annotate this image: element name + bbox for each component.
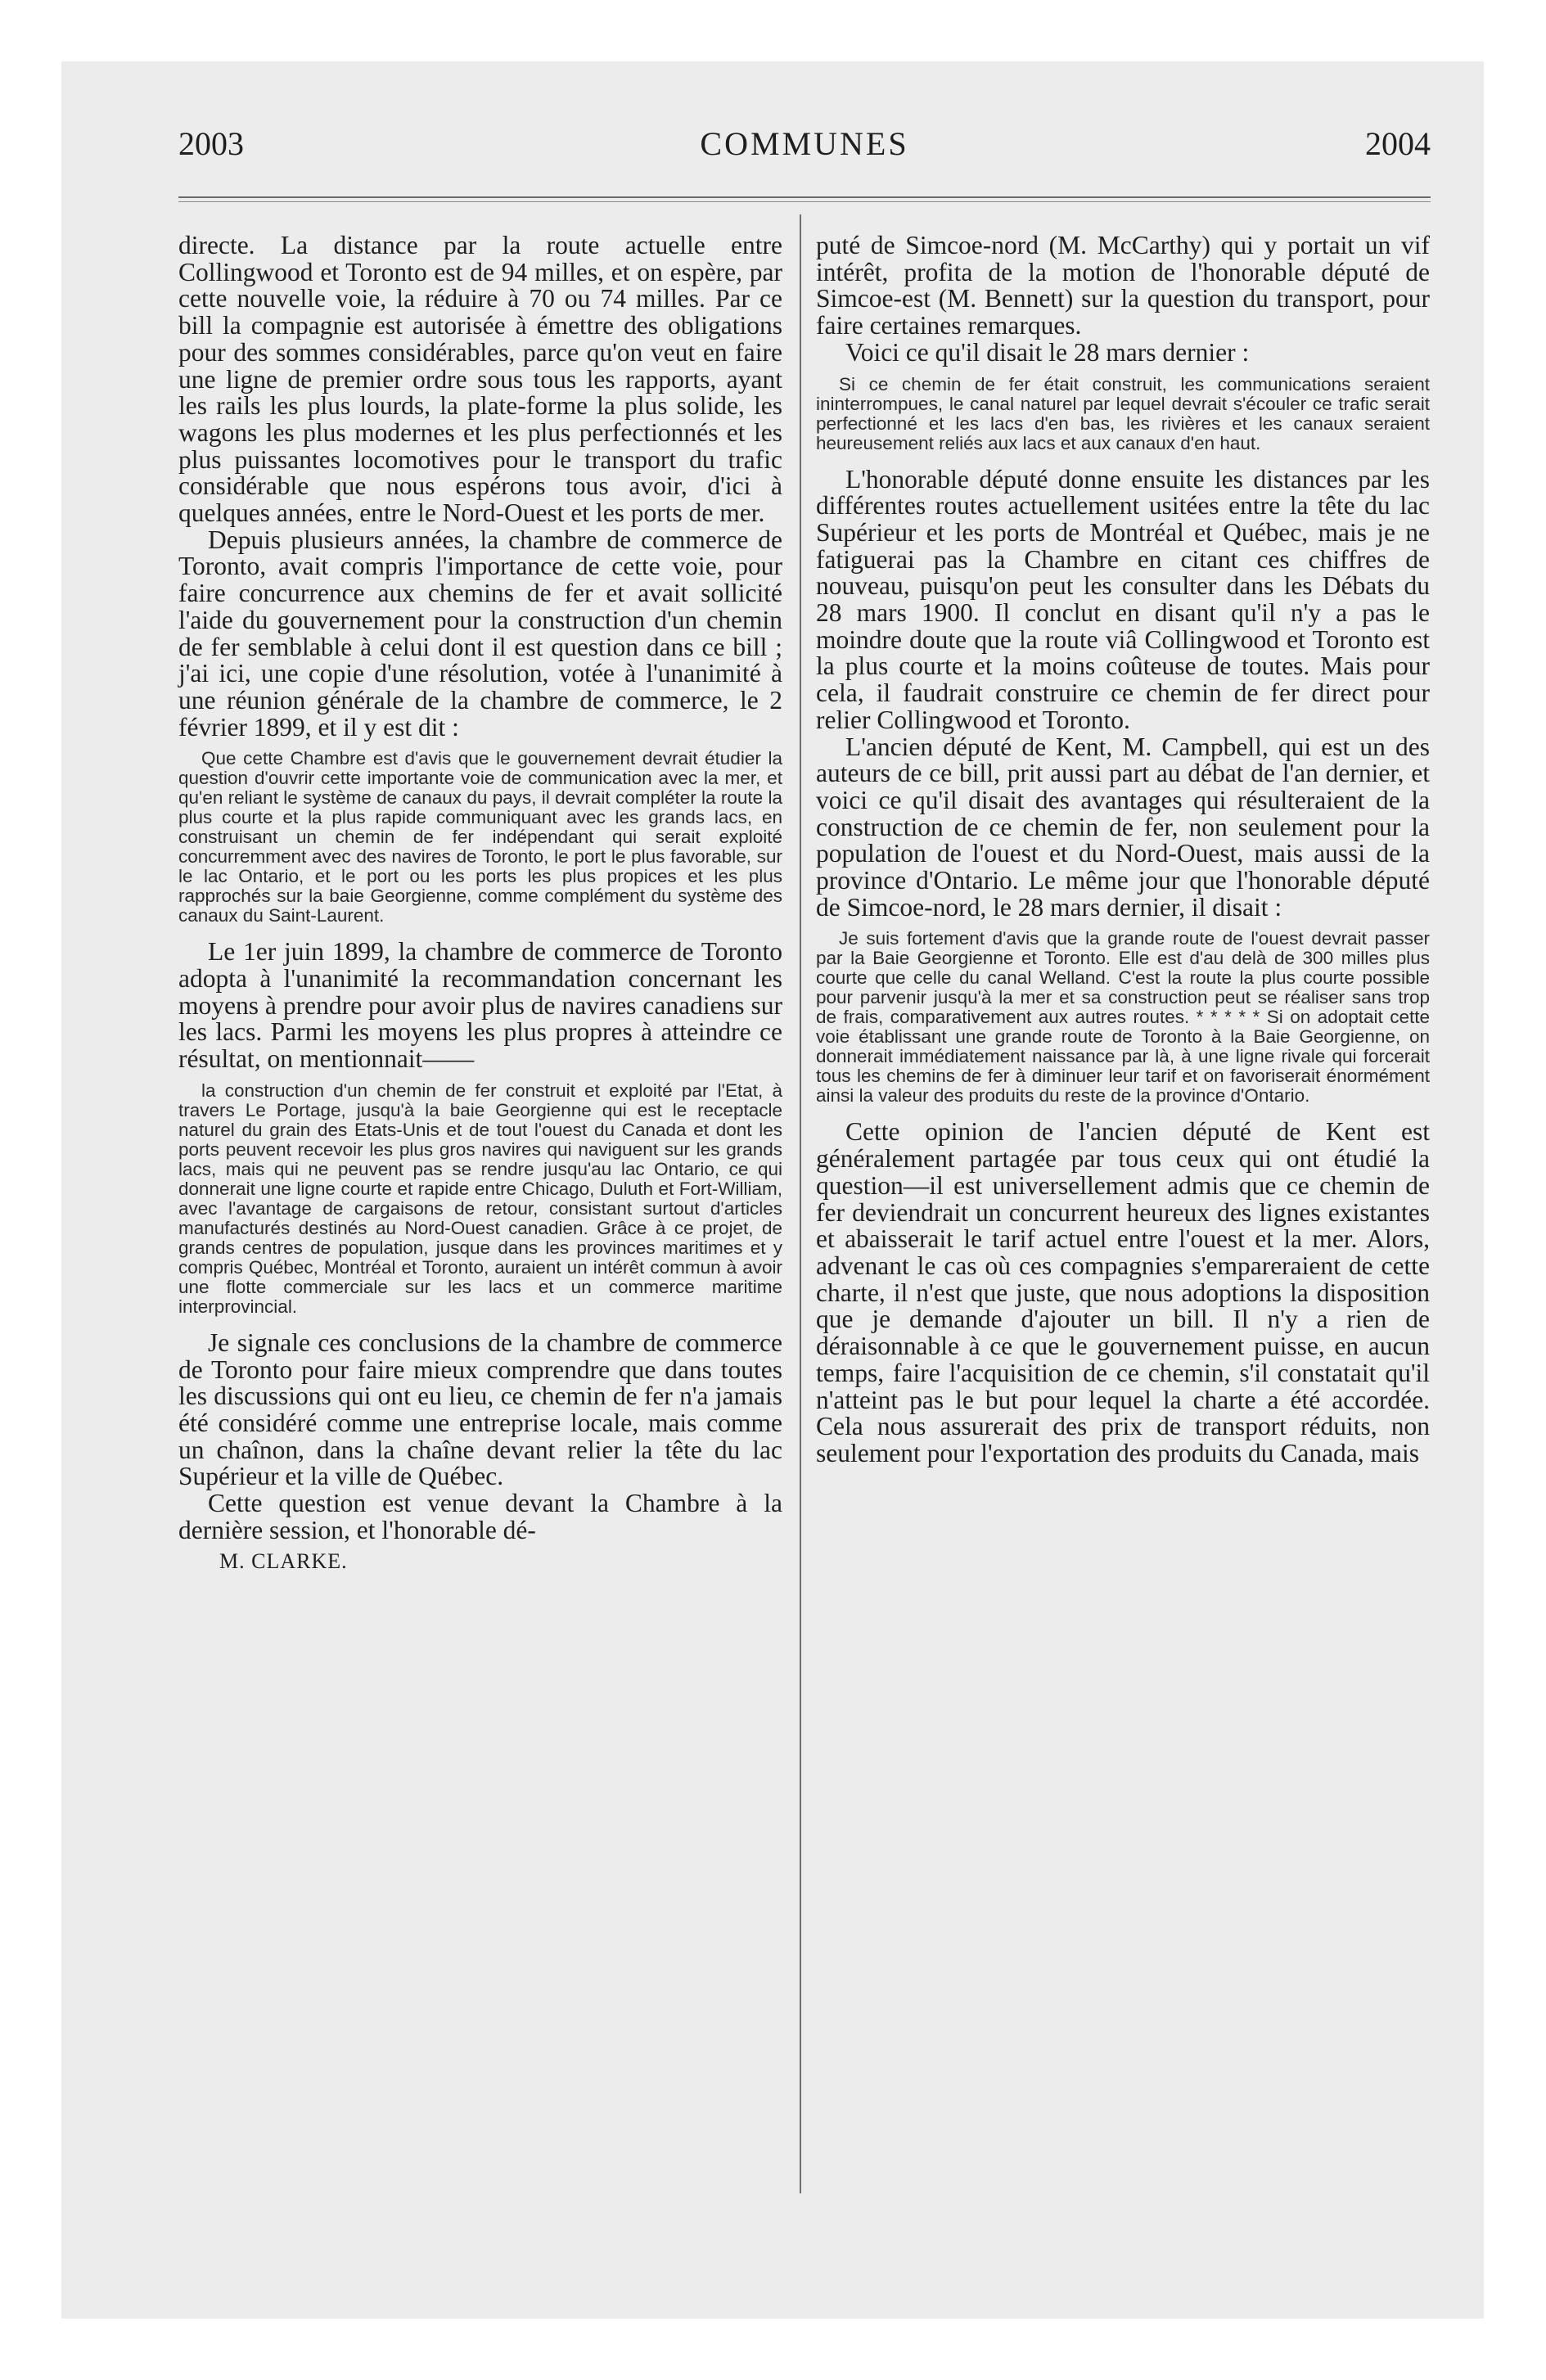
speaker-signature: M. CLARKE. [219,1548,348,1573]
paragraph: puté de Simcoe-nord (M. McCarthy) qui y portait un vif intérêt, profita de la motion de l'honorable député de Simcoe-est (M. Bennett) sur la question du transport, pour faire certaines remarques. [816,231,1430,340]
header-rule-thin [178,201,1431,202]
running-title: COMMUNES [700,125,909,162]
paragraph: Cette opinion de l'ancien député de Kent est généralement partagée par tous ceux qui ont étudié la question—il est universellement admis que ce chemin de fer deviendrait un concurrent heureux des lignes existantes et abaisserait le tarif actuel entre l'ouest et la mer. Alors, advenant le cas où ces compagnies s'empareraient de cette charte, il n'est que juste, que nous adoptions la disposition que je demande d'ajouter un bill. Il n'y a rien de déraisonnable à ce que le gouvernement puisse, en aucun temps, faire l'acquisition de ce chemin, s'il constatait qu'il n'atteint pas le but pour lequel la charte a été accordée. Cela nous assurerait des prix de transport réduits, non seulement pour l'exportation des produits du Canada, mais [816,1117,1430,1467]
right-column [816,232,1430,1467]
paragraph: Cette question est venue devant la Chambre à la dernière session, et l'honorable dé- [178,1489,782,1544]
paragraph: Le 1er juin 1899, la chambre de commerce de Toronto adopta à l'unanimité la recommandation concernant les moyens à prendre pour avoir plus de navires canadiens sur les lacs. Parmi les moyens les plus propres à atteindre ce résultat, on mentionnait—— [178,937,782,1074]
paragraph: L'honorable député donne ensuite les distances par les différentes routes actuellement usitées entre la tête du lac Supérieur et les ports de Montréal et Québec, mais je ne fatiguerai pas la Chambre en citant ces chiffres de nouveau, puisqu'on peut les consulter dans les Débats du 28 mars 1900. Il conclut en disant qu'il n'y a pas le moindre doute que la route viâ Collingwood et Toronto est la plus courte et la moins coûteuse de toutes. Mais pour cela, il faudrait construire ce chemin de fer direct pour relier Collingwood et Toronto. [816,464,1430,734]
paragraph: Voici ce qu'il disait le 28 mars dernier : [845,337,1250,367]
left-column [178,232,782,1574]
page-number-left: 2003 [178,125,244,162]
block-quote: Si ce chemin de fer était construit, les communications seraient ininterrompues, le canal naturel par lequel devrait s'écouler ce trafic serait perfectionné et les lacs d'en bas, les rivières et les canaux seraient heureusement reliés aux lacs et aux canaux d'en haut. [816,373,1430,453]
page-number-right: 2004 [1365,125,1431,162]
header-rule [178,196,1431,198]
block-quote: Que cette Chambre est d'avis que le gouvernement devrait étudier la question d'ouvrir cette importante voie de communication avec la mer, et qu'en reliant le système de canaux du pays, il devrait compléter la route la plus courte et la plus rapide communiquant avec les grands lacs, en construisant un chemin de fer indépendant qui serait exploité concurremment avec des navires de Toronto, le port le plus favorable, sur le lac Ontario, et le port ou les ports les plus propices et les plus rapprochés sur la baie Georgienne, comme complément du système des canaux du Saint-Laurent. [178,748,782,926]
paragraph: directe. La distance par la route actuelle entre Collingwood et Toronto est de 94 milles, et on espère, par cette nouvelle voie, la réduire à 70 ou 74 milles. Par ce bill la compagnie est autorisée à émettre des obligations pour des sommes considérables, parce qu'on veut en faire une ligne de premier ordre sous tous les rapports, ayant les rails les plus lourds, la plate-forme la plus solide, les wagons les plus modernes et les plus perfectionnés et les plus puissantes locomotives pour le transport du trafic considérable que nous espérons tous avoir, d'ici à quelques années, entre le Nord-Ouest et les ports de mer. [178,231,782,528]
block-quote: la construction d'un chemin de fer construit et exploité par l'Etat, à travers Le Portage, jusqu'à la baie Georgienne qui est le receptacle naturel du grain des Etats-Unis et de tout l'ouest du Canada et dont les ports peuvent recevoir les plus gros navires qui naviguent sur les grands lacs, mais qui ne peuvent pas se rendre jusqu'au lac Ontario, ce qui donnerait une ligne courte et rapide entre Chicago, Duluth et Fort-William, avec l'avantage de cargaisons de retour, consistant surtout d'articles manufacturés destinés au Nord-Ouest canadien. Grâce à ce projet, de grands centres de population, jusque dans les provinces maritimes et y compris Québec, Montréal et Toronto, auraient un intérêt commun à avoir une flotte commerciale sur les lacs et un commerce maritime interprovincial. [178,1080,782,1317]
block-quote: Je suis fortement d'avis que la grande route de l'ouest devrait passer par la Baie Georgienne et Toronto. Elle est d'au delà de 300 milles plus courte que celle du canal Welland. C'est la route la plus courte possible pour parvenir jusqu'à la mer et sa construction peut se réaliser sans trop de frais, comparativement aux autres routes. * * * * * Si on adoptait cette voie établissant une grande route de Toronto à la Baie Georgienne, on donnerait immédiatement naissance par là, à une ligne rivale qui forcerait tous les chemins de fer à diminuer leur tarif et on favoriserait énormément ainsi la valeur des produits du reste de la province d'Ontario. [816,928,1430,1107]
paragraph: Depuis plusieurs années, la chambre de commerce de Toronto, avait compris l'importance de cette voie, pour faire concurrence aux chemins de fer et avait sollicité l'aide du gouvernement pour la construction d'un chemin de fer semblable à celui dont il est question dans ce bill ; j'ai ici, une copie d'une résolution, votée à l'unanimité à une réunion générale de la chambre de commerce, le 2 février 1899, et il y est dit : [178,525,782,741]
column-divider [800,214,801,2193]
paragraph: L'ancien député de Kent, M. Campbell, qui est un des auteurs de ce bill, prit aussi part au débat de l'an dernier, et voici ce qu'il disait des avantages qui résulteraient de la construction de ce chemin de fer, non seulement pour la population de l'ouest et du Nord-Ouest, mais aussi de la province d'Ontario. Le même jour que l'honorable député de Simcoe-nord, le 28 mars dernier, il disait : [816,732,1430,922]
paragraph: Je signale ces conclusions de la chambre de commerce de Toronto pour faire mieux comprendre que dans toutes les discussions qui ont eu lieu, ce chemin de fer n'a jamais été considéré comme une entreprise locale, mais comme un chaînon, dans la chaîne devant relier la tête du lac Supérieur et la ville de Québec. [178,1327,782,1491]
page-header [178,124,1431,162]
